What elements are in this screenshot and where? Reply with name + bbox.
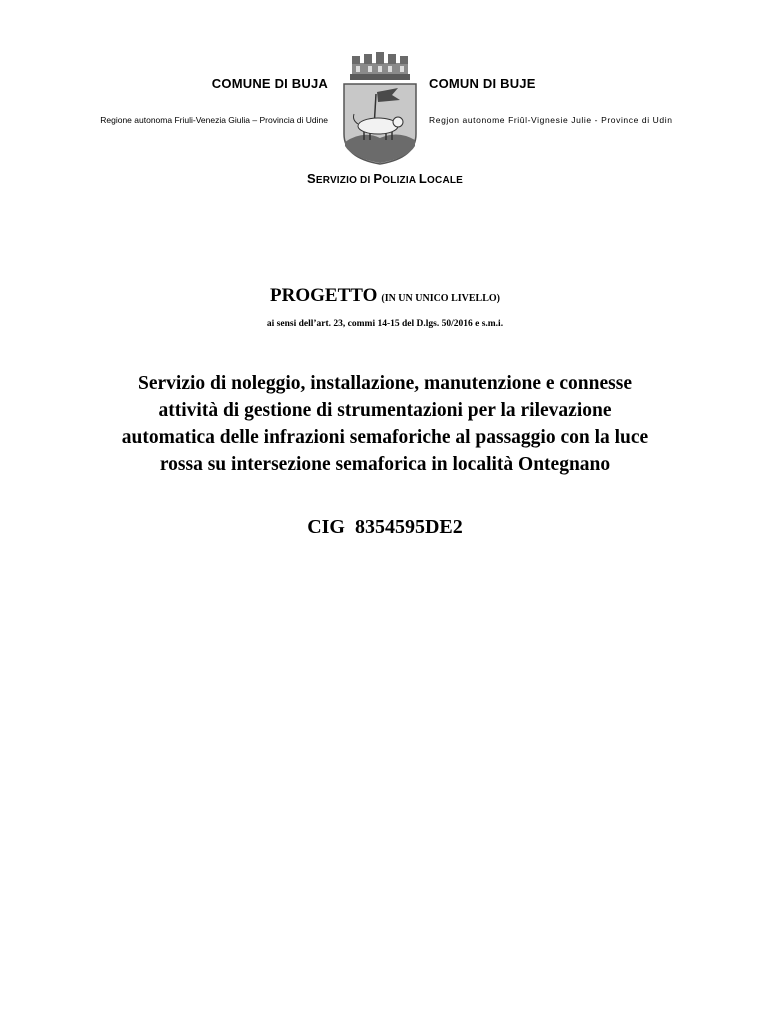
- service-name: SERVIZIO DI POLIZIA LOCALE: [306, 171, 464, 186]
- crown-icon: [350, 52, 410, 80]
- header-left-subtitle: Regione autonoma Friuli-Venezia Giulia – Provincia di Udine: [100, 115, 328, 125]
- description-line: rossa su intersezione semaforica in località Ontegnano: [159, 454, 611, 475]
- title-main: PROGETTO: [270, 285, 378, 306]
- description-line: automatica delle infrazioni semaforiche al passaggio con la luce: [121, 427, 649, 448]
- header-left-title: COMUNE DI BUJA: [211, 76, 328, 91]
- header-right-subtitle: Regjon autonome Friûl-Vignesie Julie - Province di Udin: [429, 115, 673, 125]
- title-qualifier: (IN UN UNICO LIVELLO): [381, 293, 500, 304]
- document-title: [0, 285, 770, 307]
- cig-code: CIG 8354595DE2: [307, 516, 463, 538]
- legal-reference: ai sensi dell’art. 23, commi 14-15 del D.lgs. 50/2016 e s.m.i.: [266, 319, 504, 329]
- description-line: Servizio di noleggio, installazione, manutenzione e connesse: [138, 373, 632, 394]
- crest-icon: [338, 50, 422, 166]
- description-line: attività di gestione di strumentazioni per la rilevazione: [158, 400, 612, 421]
- project-description: [60, 370, 710, 478]
- header-right-title: COMUN DI BUJE: [429, 76, 536, 91]
